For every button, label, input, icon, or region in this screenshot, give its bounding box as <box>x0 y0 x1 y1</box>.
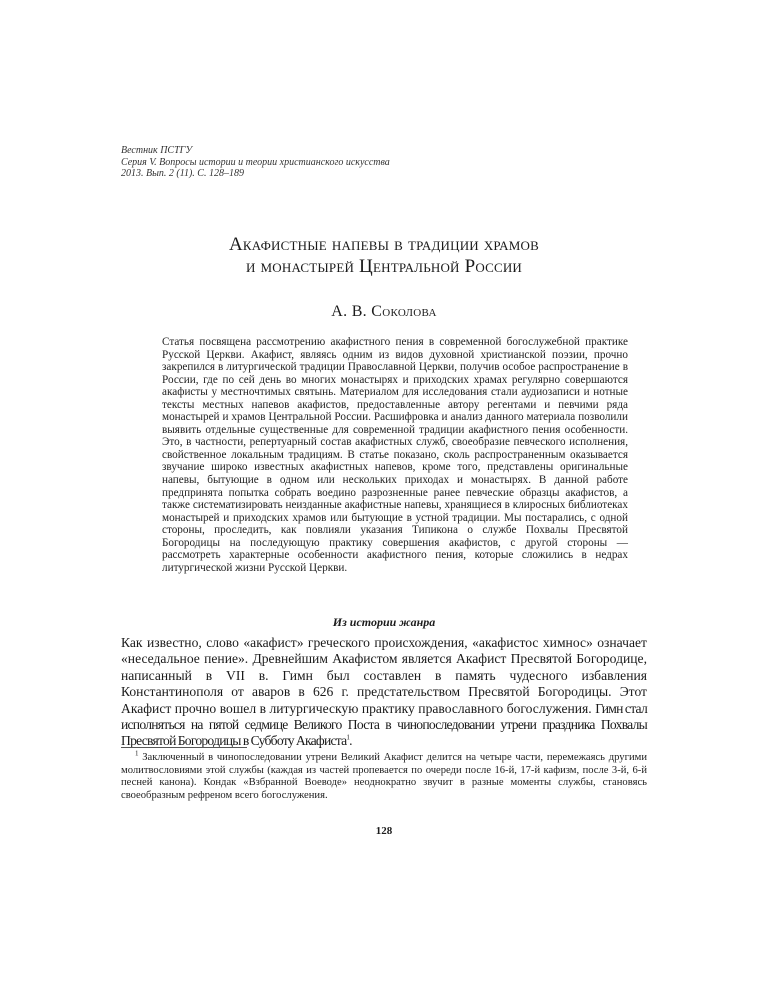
body-paragraph <box>121 635 647 750</box>
page-number: 128 <box>375 825 393 837</box>
article-title-line-1: Акафистные напевы в традиции храмов <box>229 234 539 255</box>
article-author: А. В. Соколова <box>331 303 437 320</box>
body-text-tight-content: Гимн стал исполняться на пятой седмице Великого Поста в чинопоследовании утрени праздника Похвалы Пресвятой Богородицы в Субботу Акафиста <box>121 700 647 749</box>
footnote-divider <box>121 747 247 748</box>
journal-series: Серия V. Вопросы истории и теории христианского искусства <box>121 156 390 168</box>
body-text-main: Как известно, слово «акафист» греческого происхождения, «акафистос химнос» означает «неседальное пение». Древнейшим Акафистом является Акафист Пресвятой Богородице, написанный в VII в. Гимн был составлен в память чудесного избавления Константинополя от аваров в 626 г. предстательством Пресвятой Богородицы. Этот Акафист прочно вошел в литургическую практику православного богослужения. <box>121 635 647 716</box>
footnote-reference[interactable]: 1 <box>346 733 350 742</box>
footnote-number: 1 <box>135 749 139 758</box>
article-abstract: Статья посвящена рассмотрению акафистного пения в современной богослужебной практике Русской Церкви. Акафист, являясь одним из видов духовной христианской поэзии, прочно закрепился в литургической традиции Православной Церкви, получив особое распространение в России, где по сей день во многих монастырях и приходских храмах регулярно совершаются акафисты у местночтимых святынь. Материалом для исследования стали аудиозаписи и нотные тексты местных напевов акафистов, предоставленные автору регентами и певчими ряда монастырей и храмов Центральной России. Расшифровка и анализ данного материала позволили выявить отдельные существенные для современной традиции акафистного пения особенности. Это, в частности, репертуарный состав акафистных служб, своеобразие певческого исполнения, свойственное локальным традициям. В статье показано, сколь распространенным оказывается звучание широко известных акафистных напевов, кроме того, представлены оригинальные напевы, бытующие в одном или нескольких приходах и монастырях. В данной работе предпринята попытка собрать воедино разрозненные ранее певческие образцы акафистов, а также систематизировать неизданные акафистные напевы, хранящиеся в клиросных библиотеках монастырей и приходских храмов или бытующие в устной традиции. Мы постарались, с одной стороны, проследить, как повлияли указания Типикона о службе Похвалы Пресвятой Богородицы на последующую практику совершения акафистов, с другой стороны — рассмотреть характерные особенности акафистного пения, которые сложились в недрах литургической жизни Русской Церкви. <box>162 336 628 574</box>
body-text-end: . <box>349 733 352 749</box>
article-title <box>121 234 647 278</box>
article-title-line-2: и монастырей Центральной России <box>245 256 523 277</box>
section-heading: Из истории жанра <box>332 615 436 629</box>
footnote <box>121 749 647 802</box>
journal-header <box>121 145 390 180</box>
journal-name: Вестник ПСТГУ <box>121 145 193 156</box>
footnote-text: Заключенный в чинопоследовании утрени Великий Акафист делится на четыре части, перемежаясь другими молитвословиями этой службы (каждая из частей пропевается по очереди после 16-й, 17-й кафизм, после 3-й, 6-й песней канона). Кондак «Взбранной Воеводе» неоднократно звучит в разные моменты службы, становясь своеобразным рефреном всего богослужения. <box>121 752 647 801</box>
journal-issue: 2013. Вып. 2 (11). С. 128–189 <box>121 168 244 179</box>
